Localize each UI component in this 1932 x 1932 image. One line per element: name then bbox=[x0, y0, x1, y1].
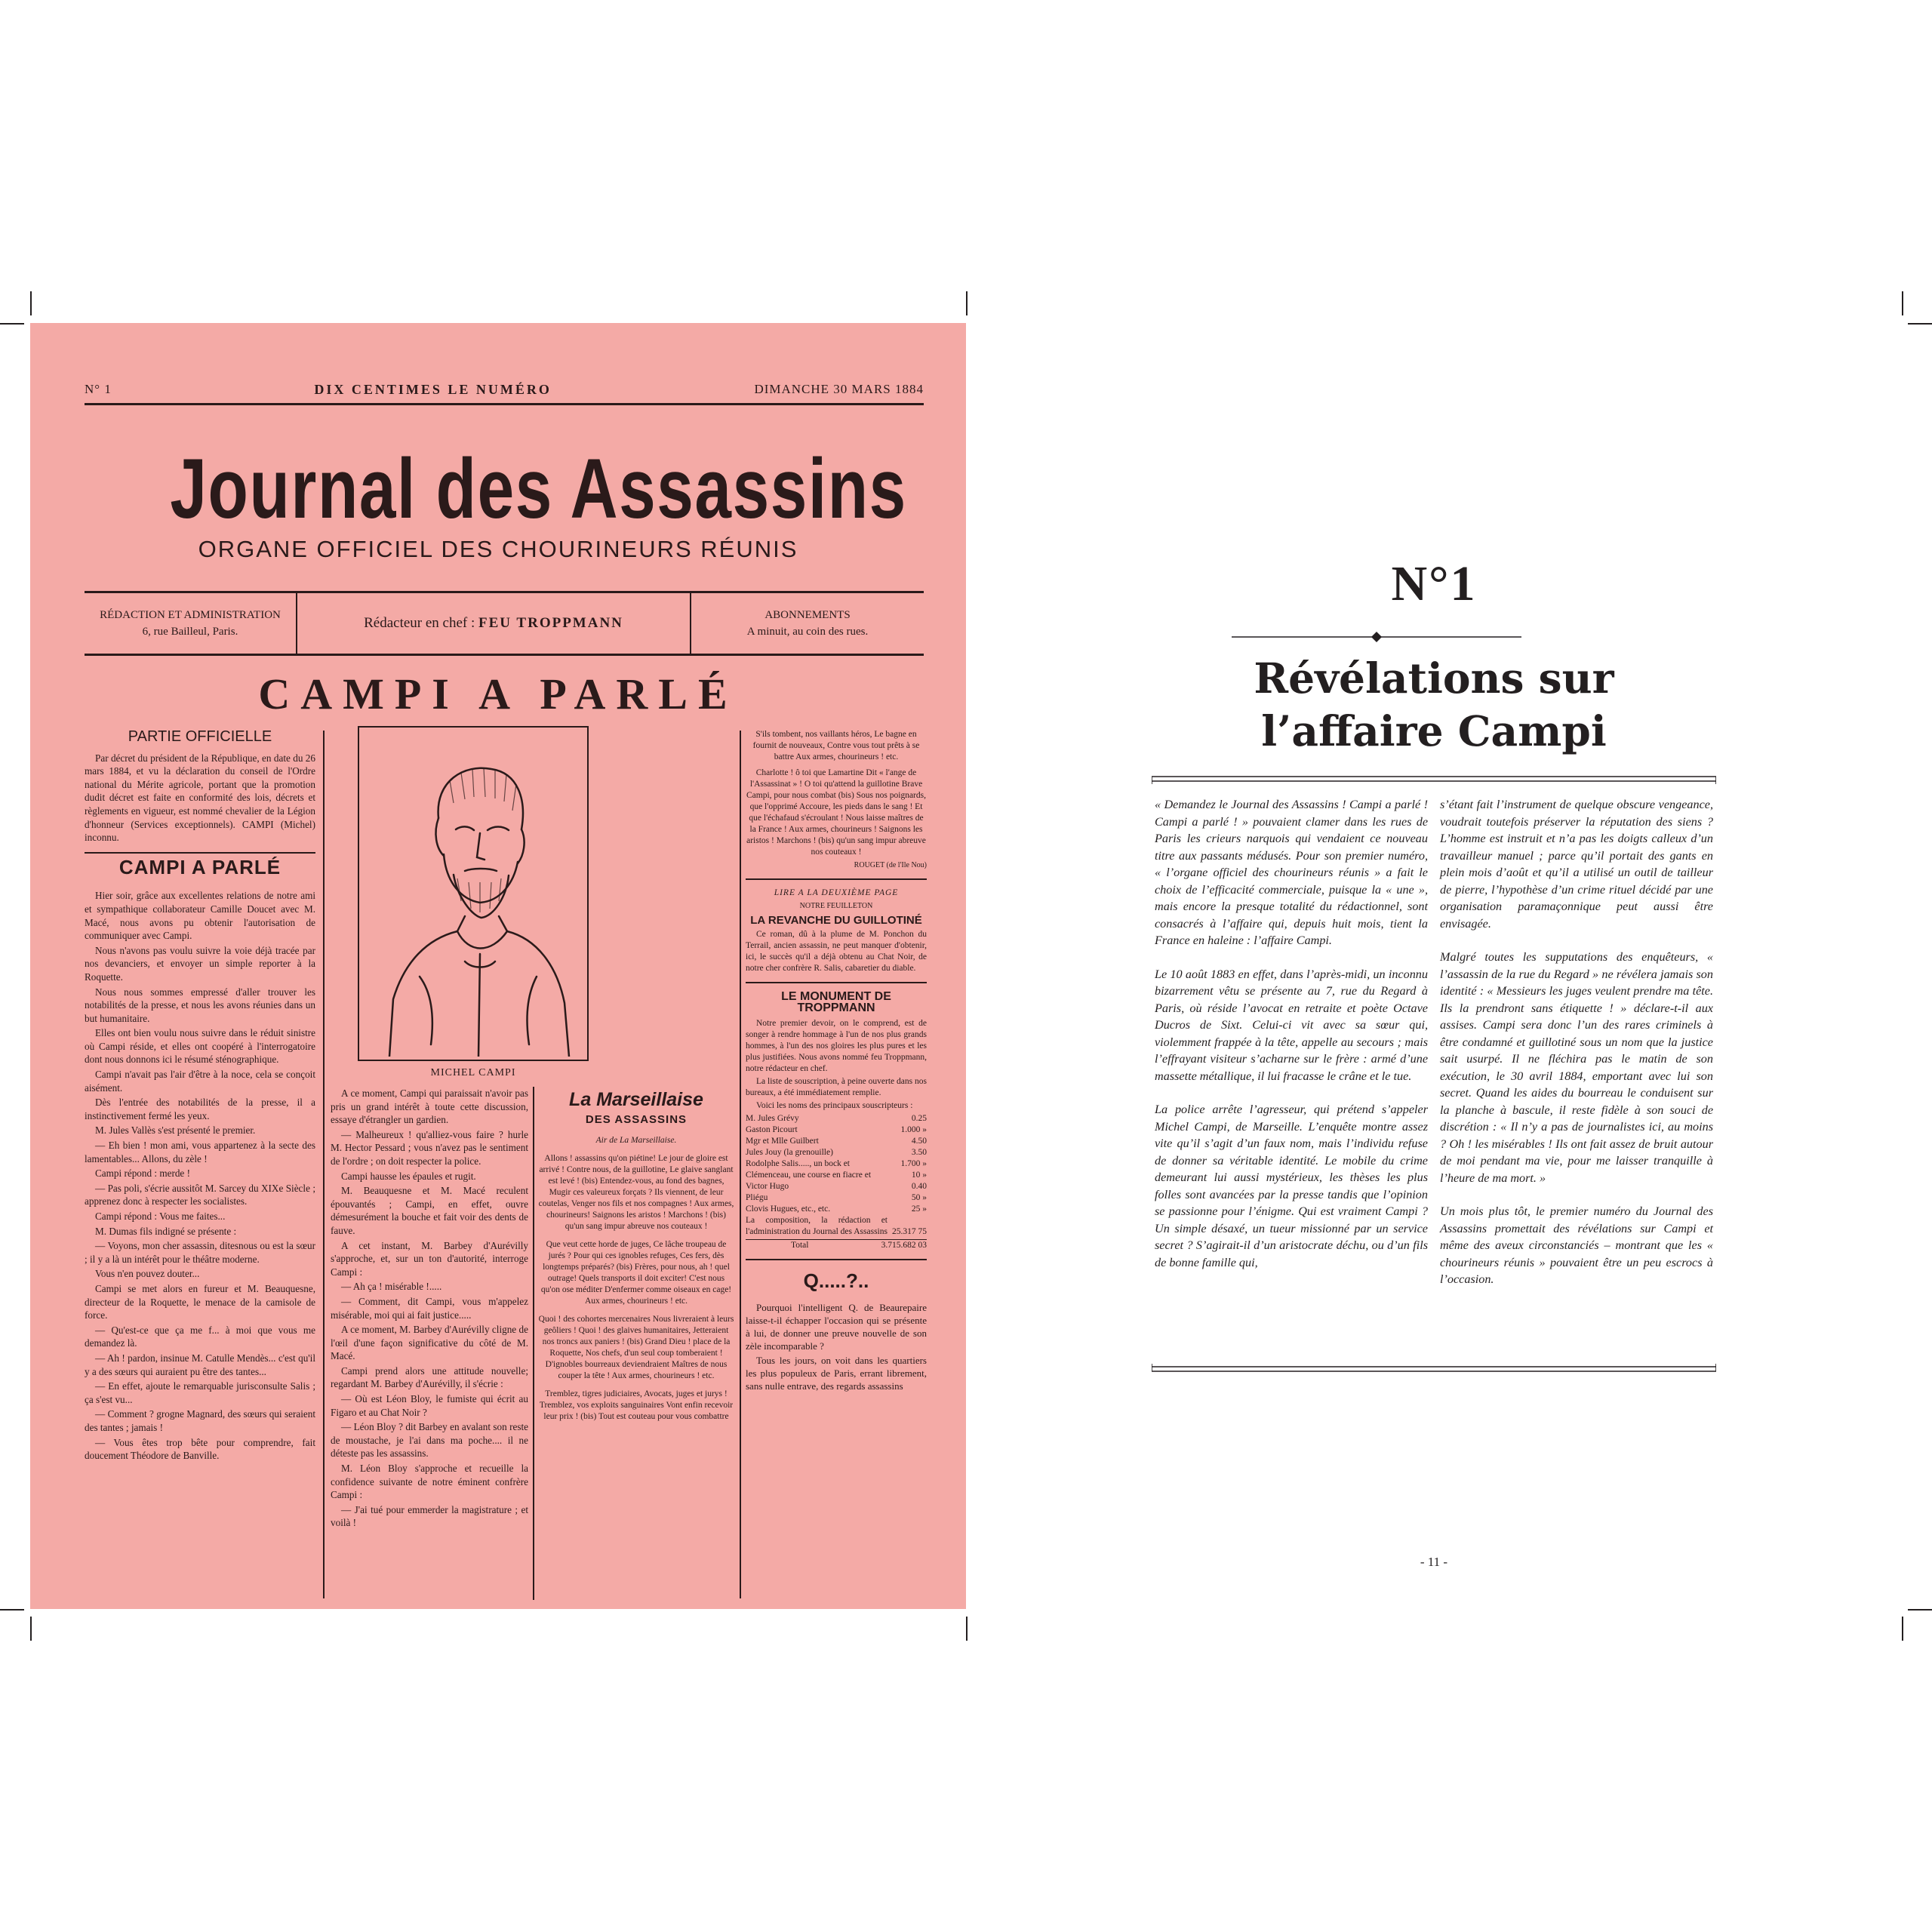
article-frame-bottom bbox=[1152, 1363, 1716, 1374]
front-page-headline: CAMPI A PARLÉ bbox=[258, 669, 738, 718]
article-title-line: Révélations sur bbox=[1254, 654, 1614, 703]
crop-mark bbox=[1908, 1609, 1932, 1611]
column-rule bbox=[323, 731, 325, 1598]
paragraph: Vous n'en pouvez douter... bbox=[95, 1268, 200, 1280]
subscriptions-text: A minuit, au coin des rues. bbox=[746, 626, 869, 638]
feuilleton-text: Ce roman, dû à la plume de M. Ponchon du Terrail, ancien assassin, ne peut manquer d'obtenir, ici, le succès qu'il a déjà obtenu au Chat Noir, de notre cher confrère R. Salis, cabaretier du diable. bbox=[746, 930, 927, 973]
paragraph: Campi n'avait pas l'air d'être à la noce, cela se conçoit aisément. bbox=[85, 1069, 315, 1094]
paragraph: — En effet, ajoute le remarquable jurisconsulte Salis ; ça s'est vu... bbox=[85, 1380, 315, 1405]
crop-mark bbox=[0, 1609, 24, 1611]
article-paragraph: La police arrête l’agresseur, qui prétend s’appeler Michel Campi, de Marseille. L’enquête montre assez vite qu’il s’agit d’un faux nom, mais l’individu refuse de donner sa véritable identité. Le mobile du crime demeurant lui aussi mystérieux, les thèses les plus folles sont avancées par la presse tandis que l’opinion se passionne pour l’énigme. Qui est vraiment Campi ? Un simple désaxé, un tueur missionné par un service secret ? S’agirait-il d’un aristocrate déchu, ou d’un fils de bonne famille qui, bbox=[1155, 1103, 1428, 1269]
subscriber-row: La composition, la rédaction et l'administration du Journal des Assassins 25.317 75 bbox=[746, 1216, 927, 1236]
price-line: DIX CENTIMES LE NUMÉRO bbox=[314, 382, 552, 397]
poem-stanza: Quoi ! des cohortes mercenaires Nous livreraient à leurs geôliers ! Quoi ! des glaives humanitaires, Jetteraient nos troncs aux paniers ! (bis) Grand Dieu ! place de la Roquette, Nos chefs, d'un seul coup tomberaient ! D'ignobles bourreaux deviendraient Maîtres de nous couper la tête ! Aux armes, chourineurs ! etc. bbox=[538, 1315, 734, 1380]
crop-mark bbox=[30, 291, 32, 315]
paragraph: Voici les noms des principaux souscripteurs : bbox=[756, 1101, 913, 1110]
feuilleton-label: NOTRE FEUILLETON bbox=[799, 902, 873, 910]
newspaper-column-2 bbox=[331, 1087, 528, 1531]
article-title-line: l’affaire Campi bbox=[1261, 706, 1607, 755]
divider bbox=[746, 1259, 927, 1260]
paragraph: La liste de souscription, à peine ouverte dans nos bureaux, a été immédiatement remplie. bbox=[746, 1077, 927, 1097]
newspaper-column-1 bbox=[85, 724, 315, 1464]
redaction-label: RÉDACTION ET ADMINISTRATION bbox=[100, 609, 281, 621]
crop-mark bbox=[966, 291, 968, 315]
subscriber-list bbox=[746, 1113, 927, 1251]
paragraph: — Où est Léon Bloy, le fumiste qui écrit au Figaro et au Chat Noir ? bbox=[331, 1393, 528, 1418]
paragraph: Campi répond : Vous me faites... bbox=[95, 1211, 226, 1222]
subscriber-row: Gaston Picourt 1.000 » bbox=[746, 1125, 927, 1134]
verse-top: S'ils tombent, nos vaillants héros, Le bagne en fournit de nouveaux, Contre vous tout prêts à se battre Aux armes, chourineurs ! etc. bbox=[752, 730, 920, 761]
editor-name: FEU TROPPMANN bbox=[478, 615, 623, 631]
article-column-right bbox=[1440, 796, 1713, 1305]
paragraph: Campi se met alors en fureur et M. Beauquesne, directeur de la Roquette, le menace de la camisole de force. bbox=[85, 1282, 315, 1321]
portrait-caption: MICHEL CAMPI bbox=[430, 1067, 516, 1078]
issue-date: DIMANCHE 30 MARS 1884 bbox=[754, 382, 924, 396]
crop-mark bbox=[1902, 1617, 1903, 1641]
poem-stanza: Tremblez, tigres judiciaires, Avocats, juges et jurys ! Tremblez, vos exploits sanguinaires Vont enfin recevoir leur prix ! (bis) Tout est couteau pour vous combattre bbox=[539, 1389, 734, 1421]
paragraph: Nous nous sommes empressé d'aller trouver les notabilités de la presse, et nous les avons réunies dans un but humanitaire. bbox=[85, 986, 315, 1024]
paragraph: — Comment ? grogne Magnard, des sœurs qui seraient des tantes ; jamais ! bbox=[85, 1408, 315, 1433]
paragraph: Pourquoi l'intelligent Q. de Beaurepaire laisse-t-il échapper l'occasion qui se présente à lui, de donner une preuve nouvelle de son zèle incomparable ? bbox=[746, 1302, 927, 1352]
subscriber-row: Clovis Hugues, etc., etc. 25 » bbox=[746, 1204, 927, 1214]
paragraph: Elles ont bien voulu nous suivre dans le réduit sinistre où Campi réside, et elles ont coopéré à l'interrogatoire dont nous donnons ici le résumé sténographique. bbox=[85, 1027, 315, 1066]
subscriptions-cell bbox=[691, 593, 924, 654]
crop-mark bbox=[0, 323, 24, 325]
divider bbox=[85, 403, 924, 405]
paragraph: — Malheureux ! qu'alliez-vous faire ? hurle M. Hector Pessard ; vous n'avez pas le sentiment de l'ordre ; on doit respecter la police. bbox=[331, 1128, 528, 1167]
info-box bbox=[85, 591, 924, 656]
crop-mark bbox=[966, 1617, 968, 1641]
paragraph: — J'ai tué pour emmerder la magistrature ; et voilà ! bbox=[331, 1503, 528, 1529]
paragraph: — Eh bien ! mon ami, vous appartenez à la secte des lamentables... Allons, du zèle ! bbox=[85, 1140, 315, 1164]
divider bbox=[85, 852, 315, 854]
article-paragraph: Un mois plus tôt, le premier numéro du Journal des Assassins promettait des révélations sur Campi et même des aveux circonstanciés – montrant que les « chourineurs réunis » pouvaient être un peu escrocs à l’occasion. bbox=[1440, 1204, 1713, 1286]
masthead: Journal des Assassins bbox=[170, 441, 907, 536]
divider bbox=[746, 878, 927, 880]
paragraph: M. Beauquesne et M. Macé reculent épouvantés ; Campi, en effet, ouvre démesurément la bouche et fait voir des dents de fauve. bbox=[331, 1185, 528, 1236]
official-text: Par décret du président de la République, en date du 26 mars 1884, et vu la déclaration du conseil de l'Ordre national du Mérite agricole, portant que la promotion dudit décret est faite en conformité des lois, décrets et règlements en vigueur, est nommé chevalier de la Légion d'honneur (Services exceptionnels). CAMPI (Michel) inconnu. bbox=[85, 752, 315, 844]
article-number: N°1 bbox=[1391, 556, 1477, 611]
crop-mark bbox=[1902, 291, 1903, 315]
poem-title: La Marseillaise bbox=[569, 1089, 703, 1110]
paragraph: M. Dumas fils indigné se présente : bbox=[95, 1225, 237, 1237]
article-paragraph: Malgré toutes les supputations des enquêteurs, « l’assassin de la rue du Regard » ne révélera jamais son identité : « Messieurs les juges veulent prendre ma tête. Ils la prendront sans étiquette ! » déclare-t-il aux assises. Campi sera donc l’un des rares criminels à être condamné et guillotiné sous un nom que la justice sait usurpé. Il ne fléchira pas le matin de son exécution, le 30 avril 1884, emportant avec lui son secret. Quand les aides du bourreau le conduisent sur la planche à bascule, il reste fidèle à son souci de discrétion : « Il n’y a pas de journalistes ici, au moins ? Oh ! les misérables ! Ils ont fait assez de bruit autour de moi pendant ma vie, pour me laisser tranquille à l’heure de ma mort. » bbox=[1440, 950, 1713, 1185]
redaction-cell bbox=[85, 593, 297, 654]
poem-stanza: Que veut cette horde de juges, Ce lâche troupeau de jurés ? Pour qui ces ignobles refuges, Ces fers, dès longtemps préparés? (bis) Frères, pour nous, ah ! quel outrage! Quels transports il doit exciter! C'est nous qu'on ose méditer D'enfermer comme oiseaux en cage! Aux armes, chourineurs ! etc. bbox=[540, 1240, 732, 1306]
monument-title: LE MONUMENT DE TROPPMANN bbox=[781, 990, 891, 1014]
subscriber-row: Jules Jouy (la grenouille) 3.50 bbox=[746, 1148, 927, 1157]
q-heading: Q.....?.. bbox=[803, 1269, 869, 1292]
subscriber-row: Rodolphe Salis....., un bock et 1.700 » bbox=[746, 1159, 927, 1168]
newspaper-page bbox=[30, 323, 966, 1609]
subscriber-row: Mgr et Mlle Guilbert 4.50 bbox=[746, 1137, 927, 1146]
redaction-address: 6, rue Bailleul, Paris. bbox=[142, 626, 238, 638]
newspaper-topline bbox=[85, 382, 924, 398]
article-column-left bbox=[1155, 796, 1428, 1287]
poem-subtitle: DES ASSASSINS bbox=[585, 1113, 688, 1126]
newspaper-column-3 bbox=[746, 729, 927, 1394]
poem-air: Air de La Marseillaise. bbox=[595, 1136, 677, 1145]
article-paragraph: Le 10 août 1883 en effet, dans l’après-midi, un inconnu bizarrement vêtu se présente au 7, rue du Regard à Paris, où réside l’avocat en retraite et poète Octave Ducros de Sixt. Celui-ci vit avec sa sœur qui, violemment frappée à la tête, appelle au secours ; mais l’effrayant visiteur s’acharne sur le frère : armé d’une massette métallique, il lui fracasse le crâne et le tue. bbox=[1155, 967, 1428, 1083]
paragraph: M. Léon Bloy s'approche et recueille la confidence suivante de notre éminent confrère Campi : bbox=[331, 1463, 528, 1501]
crop-mark bbox=[30, 1617, 32, 1641]
paragraph: Dès l'entrée des notabilités de la presse, il a instinctivement fermé les yeux. bbox=[85, 1097, 315, 1121]
heading-campi: CAMPI A PARLÉ bbox=[118, 855, 281, 878]
article-paragraph: s’étant fait l’instrument de quelque obscure vengeance, voudrait toutefois préserver la réputation des siens ? L’homme est instruit et n’a pas les doigts calleux d’un travailleur manuel ; parce qu’il portait des gants en plein mois d’août et qu’il a utilisé un outil de tailleur de pierre, l’hypothèse d’un crime rituel décidé par une organisation paramaçonnique peut aussi être envisagée. bbox=[1440, 798, 1713, 931]
paragraph: — Qu'est-ce que ça me f... à moi que vous me demandez là. bbox=[85, 1324, 315, 1349]
verse-charlotte: Charlotte ! ô toi que Lamartine Dit « l'ange de l'Assassinat » ! O toi qu'attend la guillotine Brave Campi, pour nous combat (bis) Sous nos poignards, que l'opprimé Accoure, les pieds dans le sang ! Et que l'échafaud s'écroulant ! Nous laisse maîtres de la France ! Aux armes, chourineurs ! Saignons les aristos ! Marchons ! (bis) qu'un sang impur abreuve nos couteaux ! bbox=[746, 768, 926, 857]
poem-stanza: Allons ! assassins qu'on piétine! Le jour de gloire est arrivé ! Contre nous, de la guillotine, Le glaive sanglant est levé ! (bis) Entendez-vous, au fond des bagnes, Mugir ces valeureux forçats ? Ils viennent, de leur coutelas, Venger nos fils et nos compagnes ! Aux armes, chourineurs! Saignons les aristos ! Marchons ! (bis) qu'un sang impur abreuve nos couteaux ! bbox=[538, 1154, 734, 1231]
paragraph: Hier soir, grâce aux excellentes relations de notre ami et sympathique collaborateur Camille Doucet avec M. Macé, nous avons pu obtenir l'autorisation de communiquer avec Campi. bbox=[85, 890, 315, 942]
paragraph: A cet instant, M. Barbey d'Aurévilly s'approche, et, sur un ton d'autorité, interroge Campi : bbox=[331, 1239, 528, 1278]
paragraph: — Ah ça ! misérable !..... bbox=[341, 1281, 442, 1293]
subscriber-row: M. Jules Grévy 0.25 bbox=[746, 1114, 927, 1123]
issue-number: N° 1 bbox=[85, 382, 112, 396]
paragraph: A ce moment, Campi qui paraissait n'avoir pas pris un grand intérêt à toute cette discussion, essaye d'étrangler un gardien. bbox=[331, 1088, 528, 1126]
paragraph: — Vous êtes trop bête pour comprendre, fait doucement Théodore de Banville. bbox=[85, 1436, 315, 1462]
feuilleton-title: LA REVANCHE DU GUILLOTINÉ bbox=[750, 914, 922, 927]
divider bbox=[746, 982, 927, 983]
verse-signature: ROUGET (de l'Ile Nou) bbox=[854, 861, 927, 869]
article-title bbox=[1155, 652, 1713, 758]
paragraph: A ce moment, M. Barbey d'Aurévilly cligne de l'œil d'une façon significative du côté de M. Macé. bbox=[331, 1324, 528, 1362]
article-frame-top bbox=[1152, 774, 1716, 785]
paragraph: — Pas poli, s'écrie aussitôt M. Sarcey du XIXe Siècle ; apprenez donc à respecter les socialistes. bbox=[85, 1182, 315, 1208]
paragraph: Campi répond : merde ! bbox=[95, 1168, 190, 1180]
paragraph: — Ah ! pardon, insinue M. Catulle Mendès... c'est qu'il y a des sœurs qui auraient pu être des tantes... bbox=[85, 1352, 315, 1377]
portrait-drawing bbox=[359, 728, 584, 1057]
heading-official: PARTIE OFFICIELLE bbox=[128, 728, 272, 745]
portrait-michel-campi bbox=[358, 726, 589, 1061]
paragraph: Notre premier devoir, on le comprend, est de songer à rendre hommage à l'un de nos plus grands hommes, à l'un des nos gloires les plus pures et les plus justifiées. Nous avons nommé feu Troppmann, notre rédacteur en chef. bbox=[746, 1019, 927, 1073]
subscriber-row: Clémenceau, une course en fiacre et 10 » bbox=[746, 1171, 927, 1180]
subscriber-row: Pliégu 50 » bbox=[746, 1193, 927, 1202]
paragraph: — Comment, dit Campi, vous m'appelez misérable, moi qui ai fait justice..... bbox=[331, 1295, 528, 1321]
marseillaise-poem bbox=[537, 1088, 735, 1429]
editor-label: Rédacteur en chef : bbox=[364, 615, 475, 631]
paragraph: — Voyons, mon cher assassin, ditesnous ou est la sœur ; il y a là un intérêt pour le théâtre moderne. bbox=[85, 1240, 315, 1265]
editor-cell bbox=[297, 593, 691, 654]
column-rule bbox=[740, 731, 741, 1598]
paragraph: M. Jules Vallès s'est présenté le premier. bbox=[95, 1124, 256, 1137]
article-paragraph: « Demandez le Journal des Assassins ! Campi a parlé ! Campi a parlé ! » pouvaient clamer dans les rues de Paris les crieurs narquois qui vendaient ce nouveau titre aux passants médusés. Pour son premier numéro, « l’organe officiel des chourineurs réunis » a fait le choix de l’efficacité commerciale, puisque la « une », mais encore la presque totalité du rédactionnel, sont consacrés à l’affaire qui, depuis huit mois, tient la France en haleine : l’affaire Campi. bbox=[1155, 798, 1428, 947]
subscriber-row: Victor Hugo 0.40 bbox=[746, 1182, 927, 1191]
paragraph: — Léon Bloy ? dit Barbey en avalant son reste de moustache, je l'ai dans ma poche.... il ne déteste pas les assassins. bbox=[331, 1421, 528, 1460]
crop-mark bbox=[1908, 323, 1932, 325]
read-second-page: LIRE A LA DEUXIÈME PAGE bbox=[774, 888, 899, 897]
page-number: - 11 - bbox=[1420, 1555, 1448, 1569]
paragraph: Campi hausse les épaules et rugit. bbox=[341, 1170, 476, 1182]
paragraph: Campi prend alors une attitude nouvelle; regardant M. Barbey d'Aurévilly, il s'écrie : bbox=[331, 1364, 528, 1390]
paragraph: Tous les jours, on voit dans les quartiers les plus populeux de Paris, errant librement, sans nulle entrave, des regards assassins bbox=[746, 1355, 927, 1392]
subscriber-total: Total 3.715.682 03 bbox=[746, 1239, 927, 1251]
title-ornament bbox=[1232, 631, 1521, 643]
column-rule bbox=[533, 1087, 534, 1600]
masthead-subtitle: ORGANE OFFICIEL DES CHOURINEURS RÉUNIS bbox=[198, 536, 798, 562]
subscriptions-label: ABONNEMENTS bbox=[764, 609, 851, 621]
paragraph: Nous n'avons pas voulu suivre la voie déjà tracée par nos devanciers, et envoyer un simple reporter à la Roquette. bbox=[85, 944, 315, 983]
